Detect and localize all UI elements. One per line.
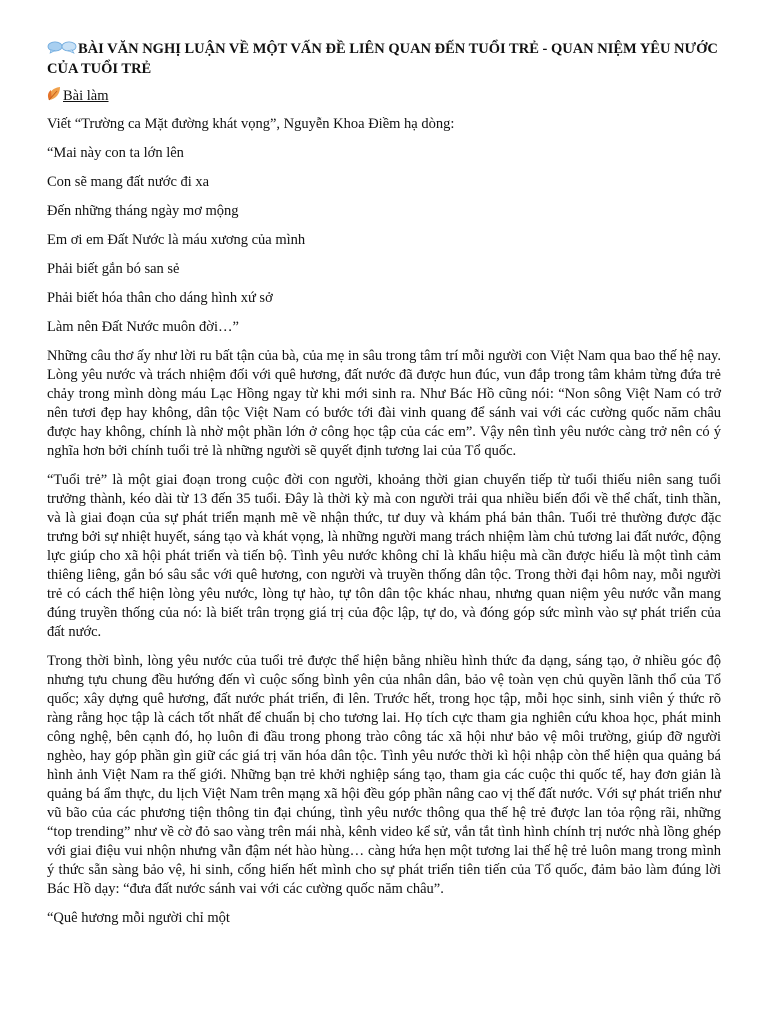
title-text: BÀI VĂN NGHỊ LUẬN VỀ MỘT VẤN ĐỀ LIÊN QUAN ĐẾN TUỔI TRẺ - QUAN NIỆM YÊU NƯỚC CỦA TUỔI TRẺ <box>47 41 718 77</box>
verse-line: Con sẽ mang đất nước đi xa <box>47 174 210 190</box>
body-paragraph: Những câu thơ ấy như lời ru bất tận của bà, của mẹ in sâu trong tâm trí mỗi người con Việt Nam qua bao thế hệ nay. Lòng yêu nước và trách nhiệm đối với quê hương, đất nước đã được hun đúc, vun đắp trong tâm khảm từng đứa trẻ chảy trong mình dòng máu Lạc Hồng ngay từ khi mới sinh ra. Như Bác Hồ cũng nói: “Non sông Việt Nam có trở nên tươi đẹp hay không, dân tộc Việt Nam có bước tới đài vinh quang để sánh vai với các cường quốc năm châu được hay không, chính là nhờ một phần lớn ở công học tập của các em”. Vậy nên tình yêu nước càng trở nên có ý nghĩa hơn bởi chính tuổi trẻ là những người sẽ quyết định tương lai của Tổ quốc. <box>47 348 721 459</box>
document-page <box>47 40 721 938</box>
leaf-icon <box>47 86 62 108</box>
verse-line: Phải biết hóa thân cho dáng hình xứ sở <box>47 290 273 306</box>
verse-line: Đến những tháng ngày mơ mộng <box>47 203 239 219</box>
verse-line: Làm nên Đất Nước muôn đời…” <box>47 319 239 335</box>
intro-line: Viết “Trường ca Mặt đường khát vọng”, Nguyễn Khoa Điềm hạ dòng: <box>47 116 455 132</box>
body-paragraph: “Tuổi trẻ” là một giai đoạn trong cuộc đời con người, khoảng thời gian chuyển tiếp từ tuổi thiếu niên sang tuổi trưởng thành, kéo dài từ 13 đến 35 tuổi. Đây là thời kỳ mà con người trải qua nhiều biến đổi về thể chất, tinh thần, và là giai đoạn của sự phát triển mạnh mẽ về nhận thức, tư duy và khám phá bản thân. Tuổi trẻ thường được đặc trưng bởi sự nhiệt huyết, sáng tạo và khát vọng, là những người mang trách nhiệm làm chủ tương lai đất nước, động lực giúp cho xã hội phát triển và tiến bộ. Tình yêu nước không chỉ là khẩu hiệu mà cần được hiểu là một tình cảm thiêng liêng, gắn bó sâu sắc với quê hương, con người và truyền thống dân tộc. Trong thời đại hôm nay, mỗi người trẻ có cách thể hiện lòng yêu nước, lòng tự hào, tự tôn dân tộc khác nhau, nhưng quan niệm yêu nước vẫn mang đúng truyền thống của nó: là biết trân trọng giá trị của độc lập, tự do, và đóng góp sức mình vào sự phát triển của đất nước. <box>47 472 721 640</box>
body-paragraph: Trong thời bình, lòng yêu nước của tuổi trẻ được thể hiện bằng nhiều hình thức đa dạng, sáng tạo, ở nhiều góc độ nhưng tựu chung đều hướng đến vì cuộc sống bình yên của nhân dân, bảo vệ toàn vẹn chủ quyền lãnh thổ của Tổ quốc; xây dựng quê hương, đất nước phát triển, đi lên. Trước hết, trong học tập, mỗi học sinh, sinh viên ý thức rõ ràng rằng học tập là cách tốt nhất để chuẩn bị cho tương lai. Họ tích cực tham gia nghiên cứu khoa học, phát minh công nghệ, bên cạnh đó, họ luôn đi đầu trong phong trào công tác xã hội như bảo vệ môi trường, giúp đỡ người nghèo, hay góp phần gìn giữ các giá trị văn hóa dân tộc. Tình yêu nước thời kì hội nhập còn thể hiện qua quảng bá hình ảnh Việt Nam ra thế giới. Những bạn trẻ khởi nghiệp sáng tạo, tham gia các cuộc thi quốc tế, hay đơn giản là quảng bá ẩm thực, du lịch Việt Nam trên mạng xã hội đều góp phần nâng cao vị thế đất nước. Với sự phát triển như vũ bão của các phương tiện thông tin đại chúng, tình yêu nước thông qua thế hệ trẻ được lan tỏa rộng rãi, những “top trending” như về cờ đỏ sao vàng trên mái nhà, kênh video kể sử, vắn tắt tình hình chính trị nước nhà lồng ghép với giai điệu vui nhộn nhưng vẫn đậm nét hào hùng… càng hứa hẹn một tương lai thế hệ trẻ luôn mang trong mình ý thức sẵn sàng bảo vệ, hi sinh, cống hiến hết mình cho sự phát triển tiên tiến của Tổ quốc, đảm bảo làm đúng lời Bác Hồ dạy: “đưa đất nước sánh vai với các cường quốc năm châu”. <box>47 653 721 897</box>
verse-line: Em ơi em Đất Nước là máu xương của mình <box>47 232 306 248</box>
verse-line: Phải biết gắn bó san sẻ <box>47 261 180 277</box>
section-heading <box>47 86 721 108</box>
heading-label: Bài làm <box>63 88 109 104</box>
document-title <box>47 40 721 79</box>
speech-bubble-icon <box>47 41 77 60</box>
verse-line: “Mai này con ta lớn lên <box>47 145 184 161</box>
closing-line: “Quê hương mỗi người chỉ một <box>47 910 230 926</box>
